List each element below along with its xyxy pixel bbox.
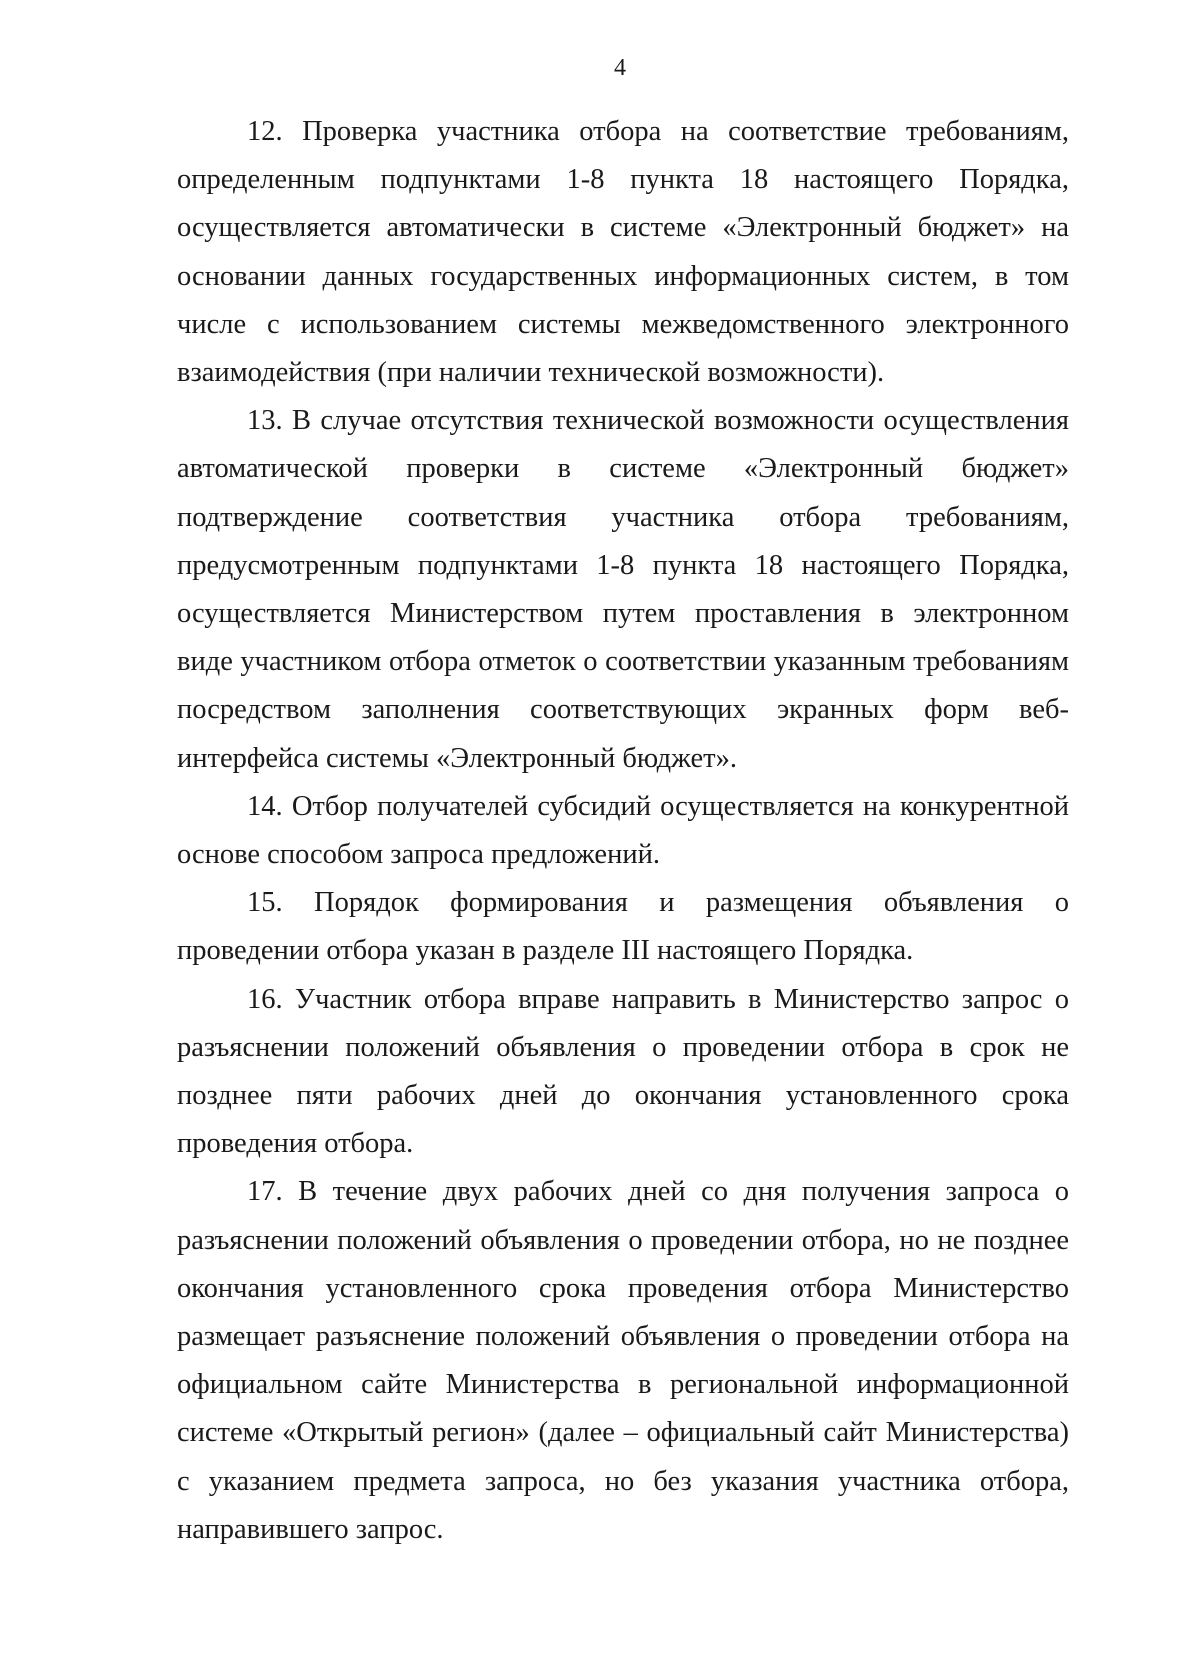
paragraph-15: 15. Порядок формирования и размещения объявления о проведении отбора указан в разделе III настоящего Порядка. [177, 887, 1069, 967]
paragraph-14: 14. Отбор получателей субсидий осуществляется на конкурентной основе способом запроса предложений. [177, 790, 1069, 871]
paragraph-12: 12. Проверка участника отбора на соответствие требованиям, определенным подпунктами 1-8 пункта 18 настоящего Порядка, осуществляется автоматически в системе «Электронный бюджет» на основании данных государственных информационных систем, в том числе с использованием системы межведомственного электронного взаимодействия (при наличии технической возможности). [177, 116, 1069, 389]
paragraph-13: 13. В случае отсутствия технической возможности осуществления автоматической проверки в системе «Электронный бюджет» подтверждение соответствия участника отбора требованиям, предусмотренным подпунктами 1-8 пункта 18 настоящего Порядка, осуществляется Министерством путем проставления в электронном виде участником отбора отметок о соответствии указанным требованиям посредством заполнения соответствующих экранных форм веб-интерфейса системы «Электронный бюджет». [177, 405, 1069, 774]
page-number: 4 [614, 55, 626, 81]
document-body [177, 108, 1069, 1554]
paragraph-16: 16. Участник отбора вправе направить в Министерство запрос о разъяснении положений объявления о проведении отбора в срок не позднее пяти рабочих дней до окончания установленного срока проведения отбора. [177, 983, 1069, 1160]
paragraph-17: 17. В течение двух рабочих дней со дня получения запроса о разъяснении положений объявления о проведении отбора, но не позднее окончания установленного срока проведения отбора Министерство размещает разъяснение положений объявления о проведении отбора на официальном сайте Министерства в региональной информационной системе «Открытый регион» (далее – официальный сайт Министерства) с указанием предмета запроса, но без указания участника отбора, направившего запрос. [177, 1176, 1069, 1545]
